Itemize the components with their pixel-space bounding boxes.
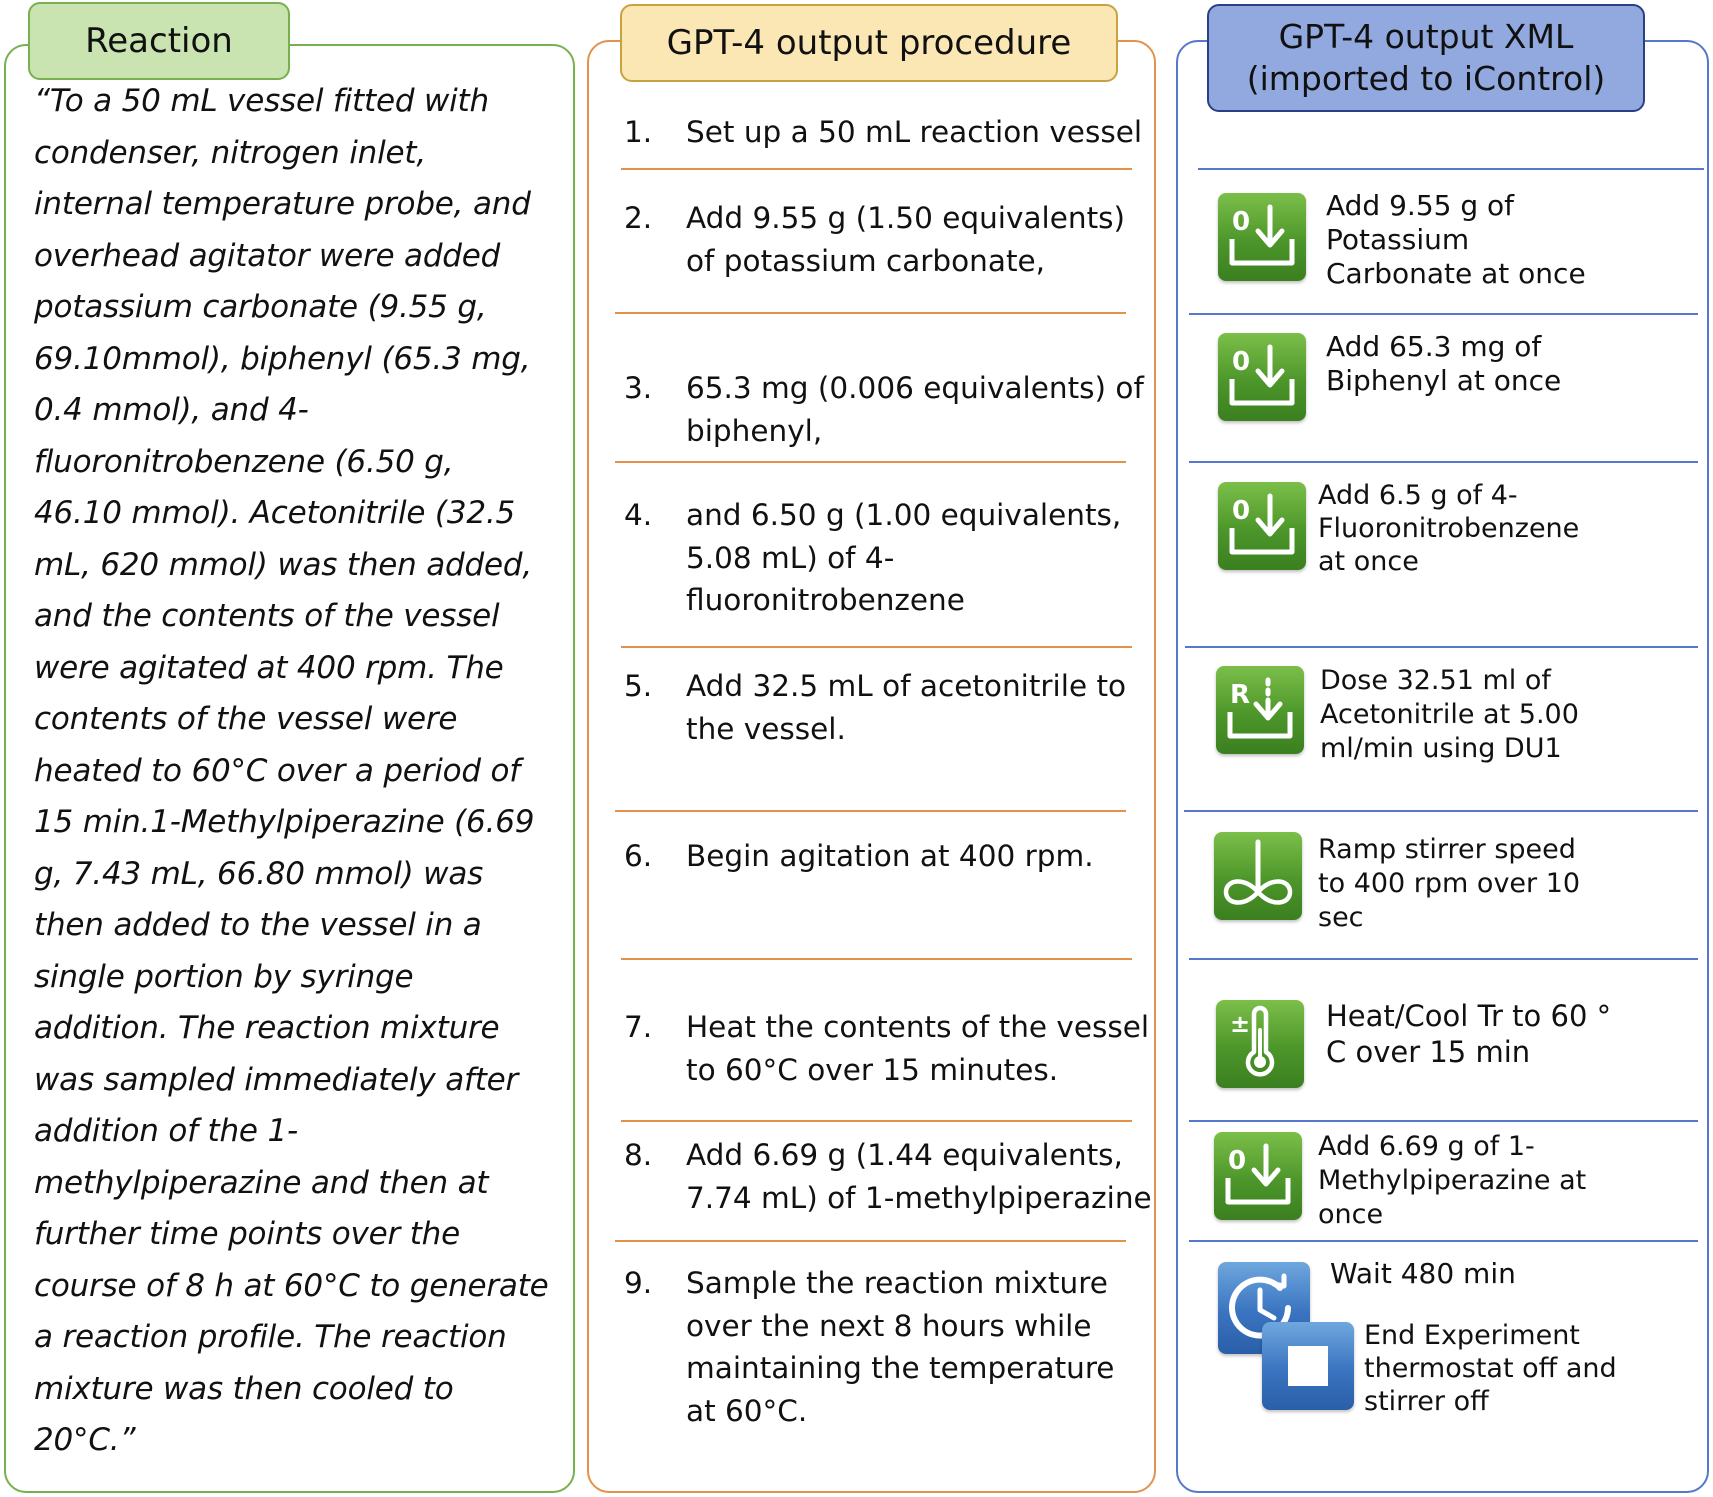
procedure-step-2 <box>624 197 1196 282</box>
thermometer-icon <box>1216 1000 1304 1088</box>
step-line: Heat the contents of the vessel <box>686 1010 1150 1044</box>
reaction-line: 0.4 mmol), and 4- <box>34 392 309 428</box>
reaction-line: 15 min.1-Methylpiperazine (6.69 <box>34 804 535 840</box>
action-line: End Experiment <box>1364 1320 1580 1351</box>
reaction-line: methylpiperazine and then at <box>34 1164 489 1201</box>
step-number: 7. <box>624 1010 653 1044</box>
reaction-title: Reaction <box>28 2 290 80</box>
step-number: 4. <box>624 498 653 532</box>
action-line: Potassium <box>1326 223 1470 256</box>
reaction-line: course of 8 h at 60°C to generate <box>34 1267 549 1304</box>
reaction-line: then added to the vessel in a <box>34 907 482 943</box>
step-line: the vessel. <box>686 711 846 746</box>
svg-text:0: 0 <box>1232 496 1251 526</box>
reaction-line: addition of the 1- <box>34 1113 298 1149</box>
action-divider <box>1189 313 1698 315</box>
reaction-line: “To a 50 mL vessel fitted with <box>34 83 489 119</box>
step-line: Add 6.69 g (1.44 equivalents, <box>686 1138 1123 1172</box>
action-line: Add 9.55 g of <box>1326 189 1515 222</box>
procedure-step-8 <box>624 1134 1196 1219</box>
step-line: maintaining the temperature <box>686 1351 1115 1385</box>
action-dose-acetonitrile <box>1320 664 1579 766</box>
reaction-line: contents of the vessel were <box>34 701 458 737</box>
step-divider <box>615 312 1126 314</box>
step-number: 2. <box>624 201 653 235</box>
action-line: Wait 480 min <box>1330 1257 1516 1290</box>
action-line: Add 6.69 g of 1- <box>1318 1131 1535 1162</box>
step-line: at 60°C. <box>686 1393 808 1428</box>
reaction-text <box>34 76 564 1467</box>
action-line: Carbonate at once <box>1326 257 1586 290</box>
step-number: 9. <box>624 1266 653 1300</box>
action-line: Add 65.3 mg of <box>1326 330 1542 363</box>
step-divider <box>615 461 1126 463</box>
step-line: 5.08 mL) of 4- <box>686 540 895 575</box>
svg-text:±: ± <box>1230 1010 1251 1038</box>
reaction-line: internal temperature probe, and <box>34 186 531 222</box>
step-divider <box>621 646 1132 648</box>
svg-text:R: R <box>1230 680 1251 710</box>
action-add-methylpiperazine <box>1318 1130 1586 1232</box>
step-line: of potassium carbonate, <box>686 243 1046 278</box>
reaction-line: fluoronitrobenzene (6.50 g, <box>34 443 454 480</box>
procedure-step-6 <box>624 835 1196 878</box>
action-wait <box>1330 1257 1516 1291</box>
svg-text:0: 0 <box>1232 347 1251 377</box>
step-line: Add 9.55 g (1.50 equivalents) <box>686 201 1126 235</box>
action-line: Acetonitrile at 5.00 <box>1320 699 1579 730</box>
action-ramp-stirrer <box>1318 833 1580 935</box>
procedure-step-4 <box>624 494 1196 622</box>
reaction-line: heated to 60°C over a period of <box>34 752 521 789</box>
action-line: ml/min using DU1 <box>1320 733 1562 764</box>
svg-text:0: 0 <box>1228 1146 1247 1176</box>
reaction-line: overhead agitator were added <box>34 237 501 274</box>
step-line: to 60°C over 15 minutes. <box>686 1052 1059 1087</box>
action-line: Dose 32.51 ml of <box>1320 665 1551 696</box>
xml-title-line: (imported to iControl) <box>1246 59 1606 98</box>
step-line: Set up a 50 mL reaction vessel <box>686 115 1143 149</box>
add-at-once-icon <box>1218 193 1306 281</box>
reaction-line: 20°C.” <box>34 1422 136 1458</box>
xml-title-line: GPT-4 output XML <box>1278 17 1574 56</box>
action-line: C over 15 min <box>1326 1035 1531 1069</box>
xml-title <box>1207 4 1645 112</box>
step-line: Sample the reaction mixture <box>686 1266 1108 1300</box>
action-end-experiment <box>1364 1319 1617 1418</box>
reaction-line: g, 7.43 mL, 66.80 mmol) was <box>34 855 484 892</box>
step-line: fluoronitrobenzene <box>686 583 965 617</box>
action-line: sec <box>1318 902 1364 933</box>
step-divider <box>621 1120 1132 1122</box>
step-line: and 6.50 g (1.00 equivalents, <box>686 498 1122 532</box>
step-number: 3. <box>624 371 653 405</box>
reaction-line: a reaction profile. The reaction <box>34 1319 507 1355</box>
reaction-line: single portion by syringe <box>34 958 414 995</box>
action-divider <box>1185 646 1698 648</box>
step-divider <box>621 168 1132 170</box>
action-divider <box>1198 168 1704 170</box>
action-divider <box>1189 1120 1698 1122</box>
action-line: Fluoronitrobenzene <box>1318 513 1580 544</box>
action-heat-cool <box>1326 998 1611 1070</box>
reaction-line: was sampled immediately after <box>34 1061 519 1098</box>
reaction-line: 46.10 mmol). Acetonitrile (32.5 <box>34 495 516 531</box>
step-divider <box>615 810 1126 812</box>
svg-text:0: 0 <box>1232 207 1251 237</box>
reaction-line: and the contents of the vessel <box>34 598 500 634</box>
reaction-line: addition. The reaction mixture <box>34 1010 500 1046</box>
action-line: to 400 rpm over 10 <box>1318 868 1581 899</box>
procedure-step-3 <box>624 367 1196 452</box>
step-number: 5. <box>624 669 653 703</box>
step-line: 65.3 mg (0.006 equivalents) of <box>686 371 1144 405</box>
step-divider <box>615 1240 1126 1242</box>
reaction-line: condenser, nitrogen inlet, <box>34 134 427 171</box>
action-divider <box>1189 958 1698 960</box>
procedure-step-7 <box>624 1006 1196 1091</box>
procedure-step-5 <box>624 665 1196 750</box>
action-add-fluoronitrobenzene <box>1318 479 1579 578</box>
action-add-potassium-carbonate <box>1326 189 1586 291</box>
step-line: Begin agitation at 400 rpm. <box>686 839 1094 873</box>
action-line: Methylpiperazine at <box>1318 1165 1587 1196</box>
action-line: at once <box>1318 546 1419 577</box>
step-number: 6. <box>624 839 653 873</box>
procedure-step-9 <box>624 1262 1196 1432</box>
step-line: biphenyl, <box>686 413 823 448</box>
reaction-line: were agitated at 400 rpm. The <box>34 649 504 686</box>
reaction-line: mixture was then cooled to <box>34 1370 454 1407</box>
reaction-line: further time points over the <box>34 1216 460 1252</box>
step-divider <box>621 958 1132 960</box>
action-divider <box>1189 461 1698 463</box>
step-line: 7.74 mL) of 1-methylpiperazine <box>686 1180 1152 1215</box>
reaction-line: potassium carbonate (9.55 g, <box>34 289 487 325</box>
action-line: thermostat off and <box>1364 1353 1617 1384</box>
step-number: 8. <box>624 1138 653 1172</box>
action-line: Biphenyl at once <box>1326 364 1562 397</box>
stirrer-icon <box>1214 832 1302 920</box>
action-line: Add 6.5 g of 4- <box>1318 480 1518 511</box>
action-divider <box>1189 1240 1698 1242</box>
step-line: Add 32.5 mL of acetonitrile to <box>686 669 1127 703</box>
action-line: Ramp stirrer speed <box>1318 834 1576 865</box>
add-at-once-icon <box>1218 333 1306 421</box>
procedure-step-1 <box>624 111 1196 154</box>
action-line: Heat/Cool Tr to 60 ° <box>1326 999 1612 1033</box>
reaction-line: 69.10mmol), biphenyl (65.3 mg, <box>34 340 531 377</box>
action-line: stirrer off <box>1364 1386 1489 1417</box>
stop-icon <box>1262 1322 1354 1410</box>
action-divider <box>1184 810 1698 812</box>
step-number: 1. <box>624 115 653 149</box>
dose-icon <box>1216 666 1304 754</box>
add-at-once-icon <box>1218 482 1306 570</box>
action-line: once <box>1318 1199 1384 1230</box>
add-at-once-icon <box>1214 1132 1302 1220</box>
procedure-title: GPT-4 output procedure <box>620 4 1118 82</box>
step-line: over the next 8 hours while <box>686 1308 1092 1343</box>
action-add-biphenyl <box>1326 330 1561 398</box>
reaction-line: mL, 620 mmol) was then added, <box>34 546 533 583</box>
